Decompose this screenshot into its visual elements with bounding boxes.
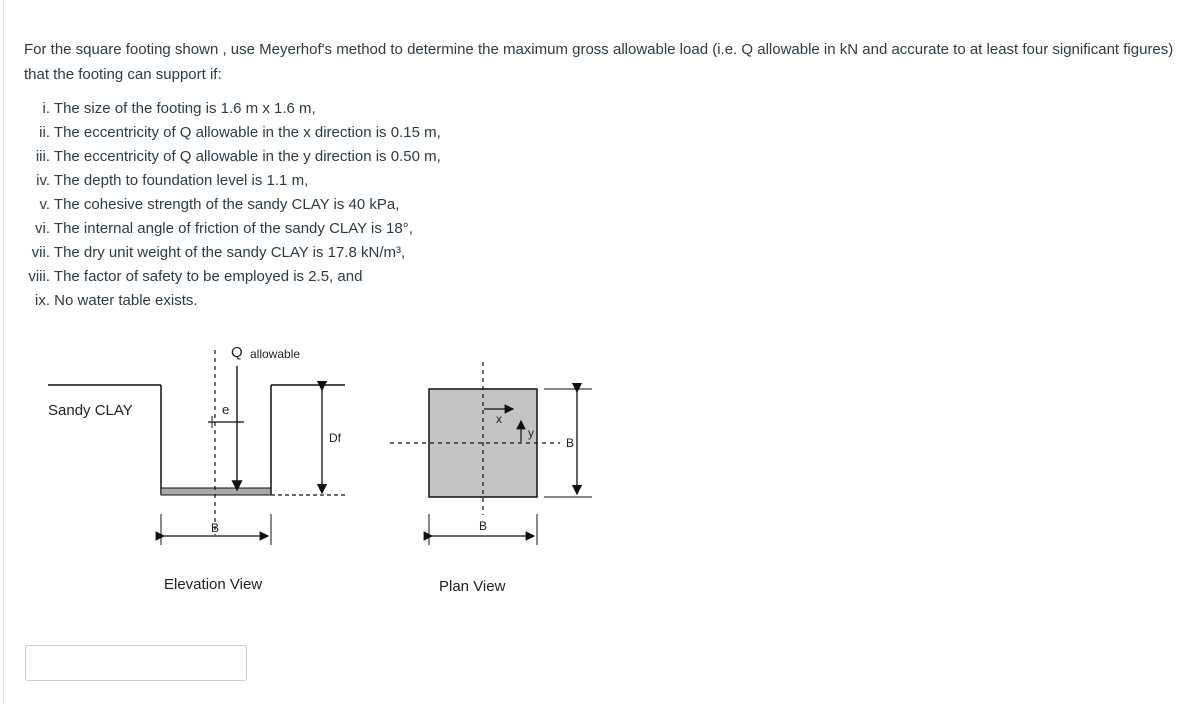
answer-input[interactable] xyxy=(25,645,247,681)
soil-label: Sandy CLAY xyxy=(48,402,133,419)
list-item: i. The size of the footing is 1.6 m x 1.6 m, xyxy=(42,100,316,117)
b-label-plan: B xyxy=(479,519,488,533)
elevation-caption: Elevation View xyxy=(164,576,263,593)
list-item: vii. The dry unit weight of the sandy CLAY is 17.8 kN/m³, xyxy=(31,244,406,261)
b-label-side: B xyxy=(566,436,575,450)
question-text xyxy=(24,37,1189,87)
list-item: ix. No water table exists. xyxy=(35,292,198,309)
elevation-view xyxy=(48,344,345,593)
b-label-elevation: B xyxy=(211,521,220,535)
plan-view xyxy=(390,362,592,595)
q-sub-label: allowable xyxy=(250,347,301,361)
plan-caption: Plan View xyxy=(439,578,506,595)
y-label: y xyxy=(528,426,534,440)
question-intro: For the square footing shown , use Meyerhof's method to determine the maximum gross allowable load (i.e. Q allowable in kN and accurate to at least four significant figures) that the footing can support if: xyxy=(24,41,1174,83)
q-label: Q xyxy=(231,344,243,361)
list-item: vi. The internal angle of friction of the sandy CLAY is 18°, xyxy=(35,220,413,237)
footing-diagram xyxy=(0,330,1194,610)
list-item: v. The cohesive strength of the sandy CLAY is 40 kPa, xyxy=(39,196,400,213)
df-label: Df xyxy=(329,431,341,445)
list-item: ii. The eccentricity of Q allowable in the x direction is 0.15 m, xyxy=(39,124,441,141)
list-item: iii. The eccentricity of Q allowable in the y direction is 0.50 m, xyxy=(35,148,441,165)
list-item: iv. The depth to foundation level is 1.1 m, xyxy=(36,172,309,189)
x-label: x xyxy=(496,412,502,426)
given-list xyxy=(22,97,441,313)
list-item: viii. The factor of safety to be employed is 2.5, and xyxy=(28,268,363,285)
e-label: e xyxy=(222,402,230,417)
